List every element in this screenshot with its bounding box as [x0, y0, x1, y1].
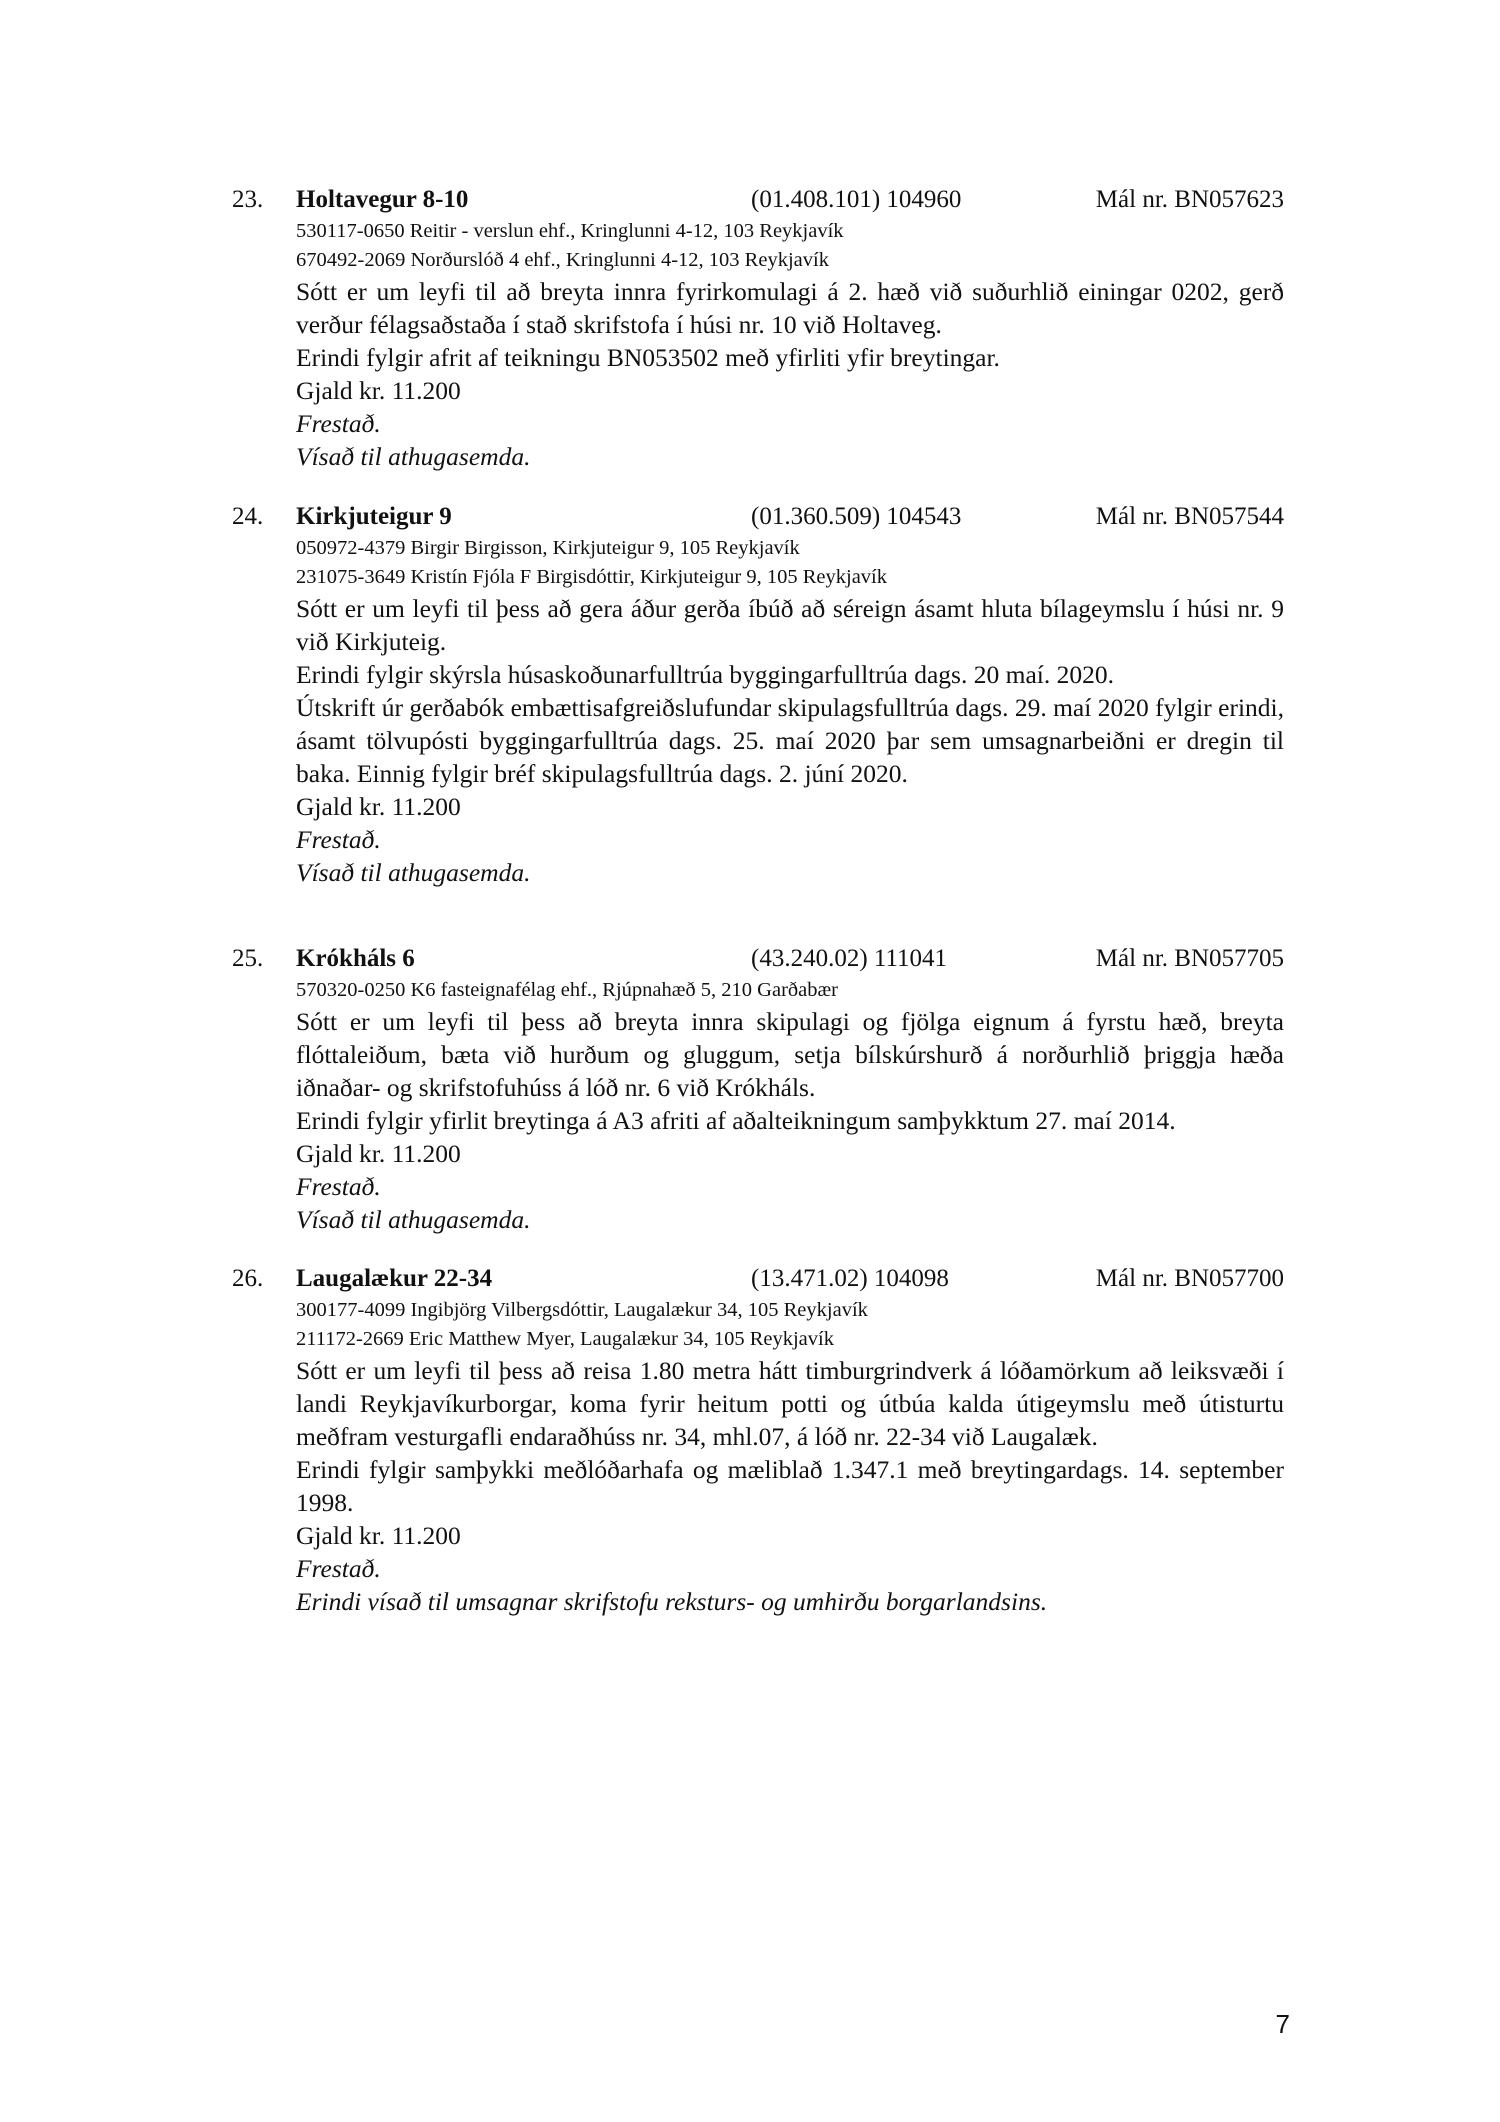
applicant: 530117-0650 Reitir - verslun ehf., Kringlunni 4-12, 103 Reykjavík — [296, 220, 844, 242]
land-id: (01.408.101) 104960 — [751, 186, 962, 213]
case-description: Sótt er um leyfi til þess að gera áður gerða íbúð að séreign ásamt hluta bílageymslu í húsi nr. 9 við Kirkjuteig. — [296, 594, 1284, 656]
case-description: Sótt er um leyfi til þess að breyta innra skipulagi og fjölga eignum á fyrstu hæð, breyta flóttaleiðum, bæta við hurðum og gluggum, setja bílskúrshurð á norðurhlið þriggja hæða iðnaðar- og skrifstofuhúss á lóð nr. 6 við Krókháls. — [296, 1007, 1284, 1102]
case-body — [296, 534, 1284, 889]
applicant: 231075-3649 Kristín Fjóla F Birgisdóttir, Kirkjuteigur 9, 105 Reykjavík — [296, 566, 888, 588]
case-fee: Gjald kr. 11.200 — [296, 376, 461, 405]
case-address: Holtavegur 8-10 — [296, 186, 469, 213]
case-reference: Mál nr. BN057705 — [1095, 945, 1284, 972]
case-attachment: Erindi fylgir samþykki meðlóðarhafa og mæliblað 1.347.1 með breytingardags. 14. september 1998. — [296, 1455, 1284, 1517]
case-decision: Frestað. — [296, 1172, 381, 1201]
case-reference: Mál nr. BN057544 — [1095, 503, 1284, 530]
case-attachment: Erindi fylgir yfirlit breytinga á A3 afriti af aðalteikningum samþykktum 27. maí 2014. — [296, 1106, 1176, 1135]
case-referral: Erindi vísað til umsagnar skrifstofu reksturs- og umhirðu borgarlandsins. — [296, 1587, 1048, 1616]
case-header — [232, 183, 1284, 217]
applicant: 211172-2669 Eric Matthew Myer, Laugalækur 34, 105 Reykjavík — [296, 1328, 834, 1350]
case-body — [296, 217, 1284, 473]
case-attachment: Útskrift úr gerðabók embættisafgreiðslufundar skipulagsfulltrúa dags. 29. maí 2020 fylgir erindi, ásamt tölvupósti byggingarfulltrúa dags. 25. maí 2020 þar sem umsagnarbeiðni er dregin til baka. Einnig fylgir bréf skipulagsfulltrúa dags. 2. júní 2020. — [296, 693, 1284, 788]
case-reference: Mál nr. BN057623 — [1095, 186, 1284, 213]
case-referral: Vísað til athugasemda. — [296, 442, 531, 471]
case-number: 24. — [232, 503, 264, 530]
case-fee: Gjald kr. 11.200 — [296, 792, 461, 821]
applicant: 300177-4099 Ingibjörg Vilbergsdóttir, Laugalækur 34, 105 Reykjavík — [296, 1299, 868, 1321]
land-id: (01.360.509) 104543 — [751, 503, 962, 530]
applicant: 570320-0250 K6 fasteignafélag ehf., Rjúpnahæð 5, 210 Garðabær — [296, 979, 838, 1001]
case-address: Kirkjuteigur 9 — [296, 503, 452, 530]
case-entry — [232, 183, 1284, 473]
case-attachment: Erindi fylgir afrit af teikningu BN053502 með yfirliti yfir breytingar. — [296, 343, 1000, 372]
case-decision: Frestað. — [296, 825, 381, 854]
land-id: (43.240.02) 111041 — [751, 945, 948, 972]
case-attachment: Erindi fylgir skýrsla húsaskoðunarfulltrúa byggingarfulltrúa dags. 20 maí. 2020. — [296, 660, 1114, 689]
land-id: (13.471.02) 104098 — [751, 1265, 949, 1292]
case-referral: Vísað til athugasemda. — [296, 858, 531, 887]
case-entry — [232, 500, 1284, 889]
case-address: Krókháls 6 — [296, 945, 415, 972]
case-header — [232, 500, 1284, 534]
applicant: 050972-4379 Birgir Birgisson, Kirkjuteigur 9, 105 Reykjavík — [296, 537, 800, 559]
case-entry — [232, 1262, 1284, 1618]
case-number: 23. — [232, 186, 264, 213]
case-header — [232, 1262, 1284, 1296]
applicant: 670492-2069 Norðurslóð 4 ehf., Kringlunni 4-12, 103 Reykjavík — [296, 249, 829, 271]
case-header — [232, 942, 1284, 976]
case-decision: Frestað. — [296, 1554, 381, 1583]
case-fee: Gjald kr. 11.200 — [296, 1521, 461, 1550]
case-decision: Frestað. — [296, 409, 381, 438]
case-body — [296, 976, 1284, 1236]
case-reference: Mál nr. BN057700 — [1095, 1265, 1284, 1292]
case-address: Laugalækur 22-34 — [296, 1265, 493, 1292]
case-fee: Gjald kr. 11.200 — [296, 1139, 461, 1168]
case-entry — [232, 942, 1284, 1236]
case-description: Sótt er um leyfi til að breyta innra fyrirkomulagi á 2. hæð við suðurhlið einingar 0202, gerð verður félagsaðstaða í stað skrifstofa í húsi nr. 10 við Holtaveg. — [296, 277, 1284, 339]
case-referral: Vísað til athugasemda. — [296, 1205, 531, 1234]
page-number: 7 — [1275, 2009, 1290, 2039]
case-number: 26. — [232, 1265, 264, 1292]
case-description: Sótt er um leyfi til þess að reisa 1.80 metra hátt timburgrindverk á lóðamörkum að leiksvæði í landi Reykjavíkurborgar, koma fyrir heitum potti og útbúa kalda útigeymslu með útisturtu meðfram vesturgafli endaraðhúss nr. 34, mhl.07, á lóð nr. 22-34 við Laugalæk. — [296, 1356, 1284, 1451]
case-number: 25. — [232, 945, 264, 972]
case-body — [296, 1296, 1284, 1618]
